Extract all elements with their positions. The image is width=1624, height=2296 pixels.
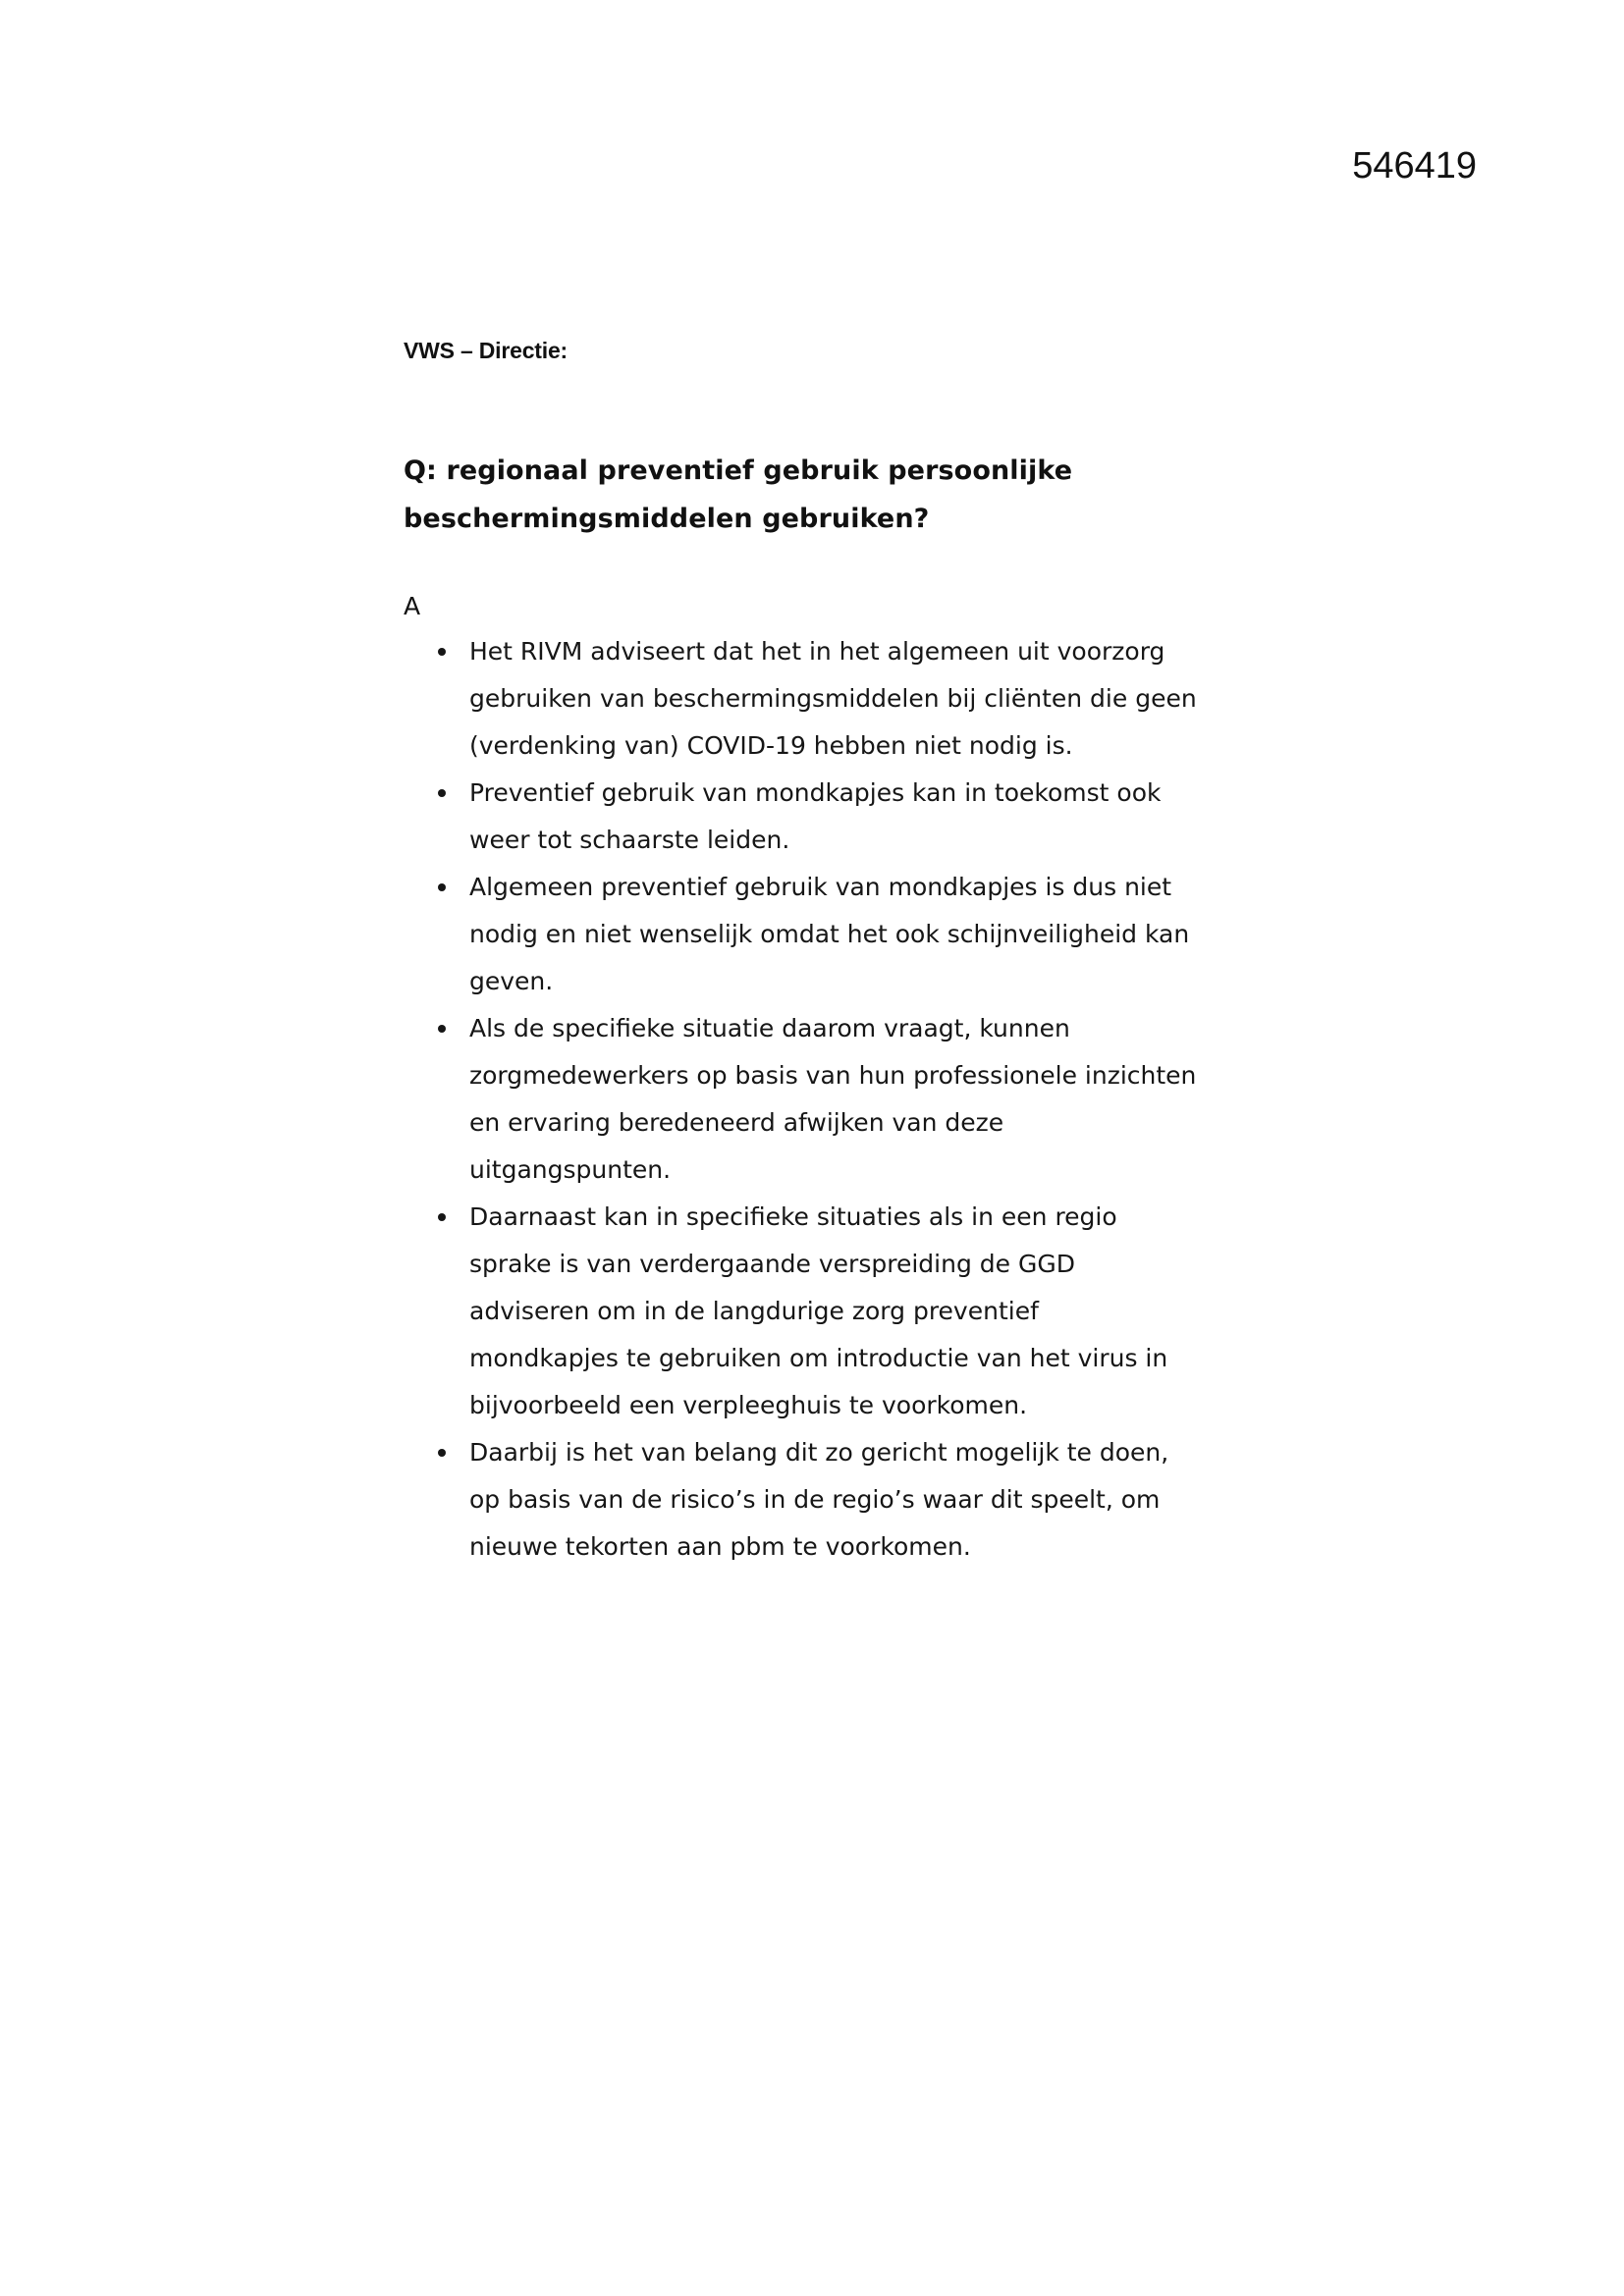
answer-line: Algemeen preventief gebruik van mondkapjes is dus niet [469, 873, 1172, 901]
question-heading [404, 447, 1287, 543]
question-line: beschermingsmiddelen gebruiken? [404, 504, 930, 534]
answer-line: gebruiken van beschermingsmiddelen bij cliënten die geen [469, 684, 1197, 713]
answer-item [432, 770, 1316, 864]
answer-line: adviseren om in de langdurige zorg preventief [469, 1297, 1039, 1325]
answer-item [432, 1194, 1316, 1429]
answer-line: op basis van de risico’s in de regio’s waar dit speelt, om [469, 1485, 1161, 1514]
document-number: 546419 [1352, 145, 1477, 187]
directorate-heading: VWS – Directie: [404, 338, 568, 363]
bullet-icon [438, 1449, 446, 1457]
bullet-icon [438, 1025, 446, 1033]
bullet-icon [438, 1213, 446, 1221]
bullet-icon [438, 648, 446, 656]
answer-line: (verdenking van) COVID-19 hebben niet nodig is. [469, 731, 1073, 760]
answer-line: Daarbij is het van belang dit zo gericht mogelijk te doen, [469, 1438, 1169, 1467]
answer-label: A [404, 592, 421, 620]
answer-item [432, 1429, 1316, 1571]
answer-line: sprake is van verdergaande verspreiding de GGD [469, 1250, 1075, 1278]
answer-item [432, 864, 1316, 1005]
answer-line: en ervaring beredeneerd afwijken van deze [469, 1108, 1004, 1137]
answer-line: weer tot schaarste leiden. [469, 826, 790, 854]
answer-item [432, 1005, 1316, 1194]
answer-line: Daarnaast kan in specifieke situaties als in een regio [469, 1202, 1117, 1231]
question-line: Q: regionaal preventief gebruik persoonlijke [404, 455, 1073, 486]
answer-bullet-list [432, 628, 1316, 1571]
answer-line: nieuwe tekorten aan pbm te voorkomen. [469, 1532, 971, 1561]
answer-line: zorgmedewerkers op basis van hun professionele inzichten [469, 1061, 1197, 1090]
answer-line: Preventief gebruik van mondkapjes kan in toekomst ook [469, 778, 1162, 807]
answer-line: nodig en niet wenselijk omdat het ook schijnveiligheid kan [469, 920, 1190, 948]
answer-line: Het RIVM adviseert dat het in het algemeen uit voorzorg [469, 637, 1165, 666]
answer-line: geven. [469, 967, 554, 995]
answer-line: uitgangspunten. [469, 1155, 672, 1184]
answer-line: Als de specifieke situatie daarom vraagt, kunnen [469, 1014, 1070, 1042]
answer-item [432, 628, 1316, 770]
answer-line: bijvoorbeeld een verpleeghuis te voorkomen. [469, 1391, 1028, 1419]
bullet-icon [438, 883, 446, 891]
bullet-icon [438, 789, 446, 797]
answer-line: mondkapjes te gebruiken om introductie van het virus in [469, 1344, 1168, 1372]
